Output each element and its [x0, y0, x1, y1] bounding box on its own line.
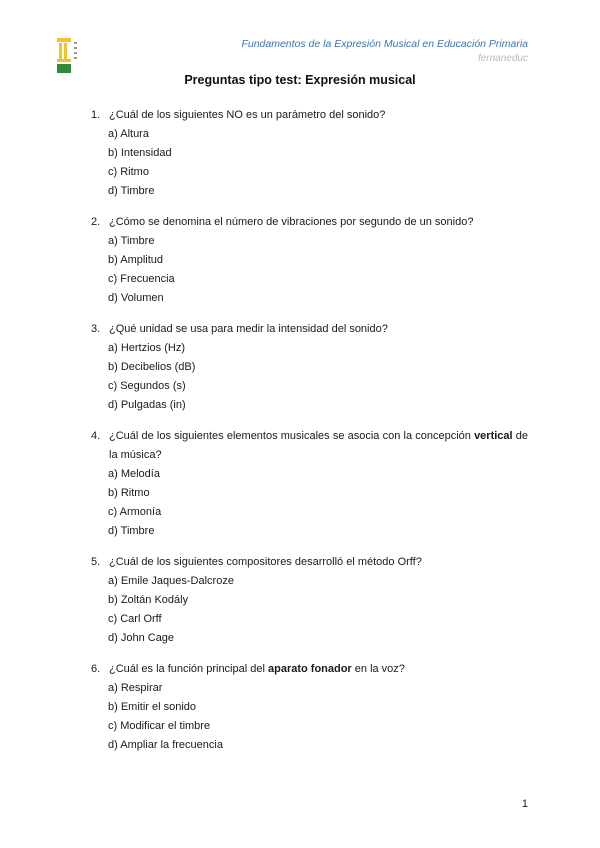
question-1: [91, 106, 528, 201]
answer-option: c) Carl Orff: [108, 613, 162, 625]
answer-option: a) Altura: [108, 128, 149, 140]
answer-option: c) Armonía: [108, 506, 162, 518]
question-text: [91, 320, 528, 339]
answer-option: d) Pulgadas (in): [108, 399, 186, 411]
answer-option: b) Zoltán Kodály: [108, 594, 189, 606]
answer-option: b) Amplitud: [108, 254, 164, 266]
answer-option: a) Hertzios (Hz): [108, 342, 186, 354]
question-text-part: ¿Qué unidad se usa para medir la intensidad del sonido?: [109, 323, 388, 335]
answer-option: d) Timbre: [108, 185, 155, 197]
question-6: [91, 660, 528, 755]
question-2: [91, 213, 528, 308]
answer-option: c) Modificar el timbre: [108, 720, 211, 732]
question-number: 3.: [91, 323, 101, 335]
answer-option: a) Timbre: [108, 235, 155, 247]
header-title: Fundamentos de la Expresión Musical en Educación Primaria: [241, 38, 528, 50]
question-bold-term: vertical: [474, 430, 513, 442]
answer-option: a) Respirar: [108, 682, 163, 694]
answer-option: b) Intensidad: [108, 147, 172, 159]
answer-option: b) Decibelios (dB): [108, 361, 196, 373]
answer-option: d) Ampliar la frecuencia: [108, 739, 223, 751]
question-number: 2.: [91, 216, 101, 228]
answer-option: c) Ritmo: [108, 166, 149, 178]
question-number: 6.: [91, 663, 101, 675]
question-4: [91, 427, 528, 541]
page-number: 1: [521, 798, 528, 810]
question-text-part: ¿Cuál es la función principal del: [109, 663, 268, 675]
question-5: [91, 553, 528, 648]
answer-option: b) Ritmo: [108, 487, 150, 499]
question-text-part: en la voz?: [351, 663, 405, 675]
logo-icon: [56, 38, 80, 74]
question-list: [91, 106, 528, 767]
answer-option: c) Frecuencia: [108, 273, 175, 285]
answer-option: b) Emitir el sonido: [108, 701, 197, 713]
question-text: [91, 106, 528, 125]
question-text: [91, 427, 528, 465]
question-text-part: ¿Cuál de los siguientes elementos musicales se asocia con la concepción: [109, 430, 475, 442]
answer-option: a) Melodía: [108, 468, 160, 480]
question-number: 4.: [91, 430, 101, 442]
answer-option: c) Segundos (s): [108, 380, 186, 392]
document-title: Preguntas tipo test: Expresión musical: [184, 73, 416, 87]
answer-option: a) Emile Jaques-Dalcroze: [108, 575, 234, 587]
header-author: fernaneduc: [477, 53, 528, 64]
question-text: [91, 553, 528, 572]
question-number: 1.: [91, 109, 101, 121]
question-text: [91, 660, 528, 679]
question-number: 5.: [91, 556, 101, 568]
answer-option: d) Volumen: [108, 292, 164, 304]
question-text-part: de la música?: [109, 430, 528, 461]
question-3: [91, 320, 528, 415]
question-text-part: ¿Cuál de los siguientes NO es un parámetro del sonido?: [109, 109, 386, 121]
answer-option: d) Timbre: [108, 525, 155, 537]
question-text-part: ¿Cuál de los siguientes compositores desarrolló el método Orff?: [109, 556, 422, 568]
question-bold-term: aparato fonador: [267, 663, 352, 675]
answer-option: d) John Cage: [108, 632, 175, 644]
question-text-part: ¿Cómo se denomina el número de vibraciones por segundo de un sonido?: [109, 216, 474, 228]
question-text: [91, 213, 528, 232]
